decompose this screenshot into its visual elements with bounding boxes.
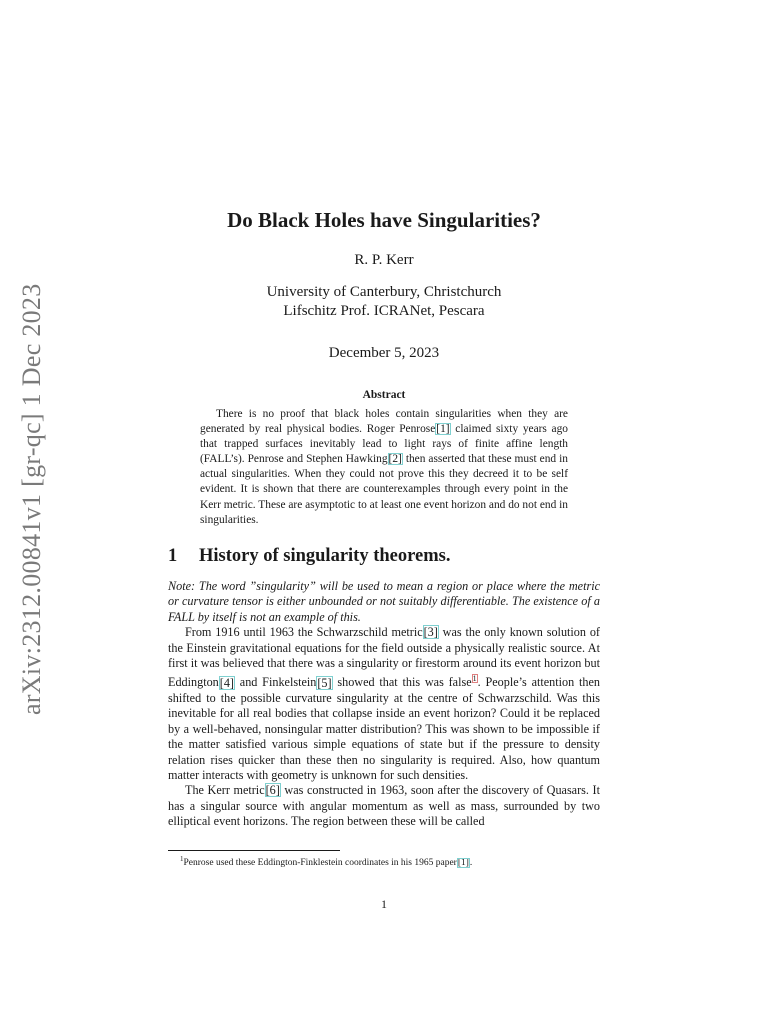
paragraph-1-text-b: was the only known solution of the Einstein gravitational equations for the field outside a physically realistic source. At first it was believed that there was a singularity or firestorm around its event horizon but Eddington (168, 625, 600, 690)
paragraph-2-text-b: was constructed in 1963, soon after the discovery of Quasars. It has a singular source with angular momentum as well as mass, surrounded by two elliptical event horizons. The region between these will be called (168, 783, 600, 829)
paper-title: Do Black Holes have Singularities? (227, 208, 541, 232)
affiliations (168, 283, 600, 321)
citation-link-6[interactable]: [6] (265, 783, 280, 798)
author: R. P. Kerr (354, 252, 414, 268)
footnote-1 (168, 853, 600, 869)
paragraph-2 (168, 783, 600, 829)
citation-link-3[interactable]: [3] (423, 625, 438, 640)
affiliation-2: Lifschitz Prof. ICRANet, Pescara (283, 303, 485, 319)
footnote-ref-1[interactable]: 1 (472, 674, 477, 684)
paragraph-1-text-e: . People’s attention then shifted to the possible curvature singularity at the centre of Schwarzschild. Was this inevitable for all real bodies that collapse inside an event horizon? Could it be replaced by a well-behaved, nonsingular matter distribution? This was shown to be impossible if the matter satisfied various simple equations of state but if the pressure to density relation rises quicker than these then no singularity is required. Also, how quantum matter interacts with geometry is unknown for such densities. (168, 675, 600, 782)
paragraph-2-text-a: The Kerr metric (185, 783, 265, 798)
citation-link-5[interactable]: [5] (317, 675, 332, 690)
abstract-text-part-1: There is no proof that black holes contain singularities when they are generated by real physical bodies. Roger Penrose (200, 408, 568, 436)
footnote-citation-link[interactable]: [1] (457, 858, 469, 869)
citation-link-1[interactable]: [1] (436, 423, 450, 436)
footnote-divider (168, 850, 340, 851)
paragraph-1-text-c: and Finkelstein (235, 675, 317, 690)
abstract-text-part-2: claimed sixty years ago that trapped surfaces inevitably lead to light rays of finite affine length (FALL’s). Penrose and Stephen Hawking (200, 423, 568, 466)
affiliation-1: University of Canterbury, Christchurch (266, 284, 502, 300)
arxiv-identifier-stamp: arXiv:2312.00841v1 [gr-qc] 1 Dec 2023 (17, 283, 46, 715)
paragraph-1-text-a: From 1916 until 1963 the Schwarzschild metric (185, 625, 423, 640)
footnote-mark: 1 (180, 855, 184, 863)
title-block (168, 205, 600, 363)
abstract (200, 389, 568, 528)
section-heading (168, 543, 600, 569)
citation-link-4[interactable]: [4] (219, 675, 234, 690)
paragraph-1 (168, 625, 600, 783)
abstract-heading: Abstract (362, 389, 406, 401)
abstract-text (200, 407, 568, 528)
abstract-text-part-3: then asserted that these must end in actual singularities. When they could not prove this they decreed it to be self evident. It is shown that there are counterexamples through every point in the Kerr metric. These are asymptotic to at least one event horizon and do not end in singularities. (200, 453, 568, 526)
section-1 (168, 543, 600, 830)
section-number: 1 (168, 546, 178, 566)
date: December 5, 2023 (328, 345, 440, 361)
citation-link-2[interactable]: [2] (388, 453, 402, 466)
footnote-text-b: . (469, 858, 473, 869)
paragraph-1-text-d: showed that this was false (332, 675, 472, 690)
section-note: Note: The word ”singularity” will be used to mean a region or place where the metric or curvature tensor is either unbounded or not suitably differentiable. The existence of a FALL by itself is not an example of this. (168, 579, 600, 624)
footnote-text-a: Penrose used these Eddington-Finklestein coordinates in his 1965 paper (183, 858, 457, 869)
section-title: History of singularity theorems. (199, 546, 451, 566)
page-number: 1 (381, 897, 387, 911)
